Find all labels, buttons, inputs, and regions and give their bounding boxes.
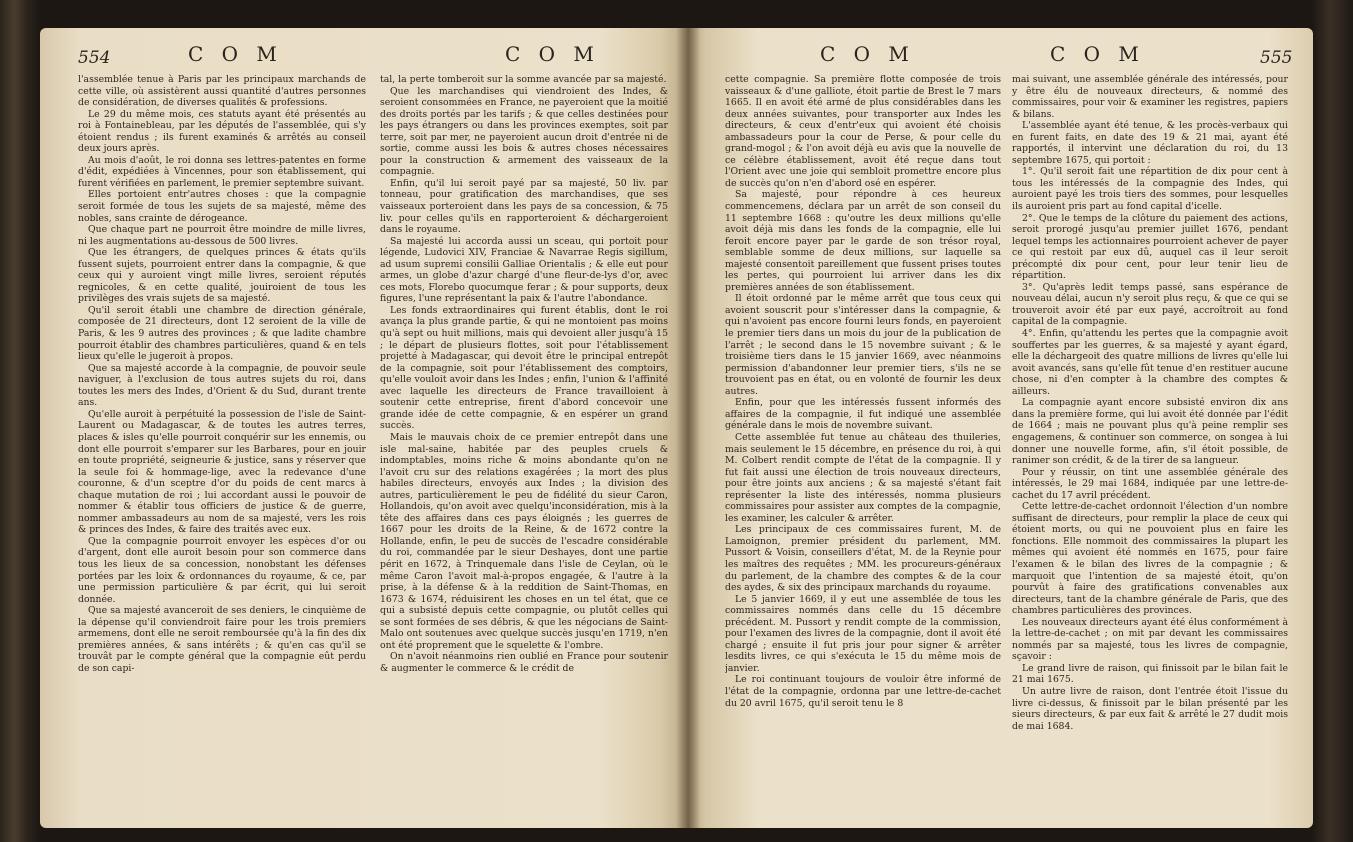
paragraph: Le roi continuant toujours de vouloir être informé de l'état de la compagnie, ordonna par une lettre-de-cachet du 20 avril 1675, qu'il seroit tenu le 8 <box>725 674 1001 709</box>
left-running-head-1: C O M <box>188 42 283 66</box>
paragraph: On n'avoit néanmoins rien oublié en France pour soutenir & augmenter le commerce & le crédit de <box>380 651 668 674</box>
right-running-head-2: C O M <box>1050 42 1145 66</box>
paragraph: tal, la perte tomberoit sur la somme avancée par sa majesté. <box>380 74 667 85</box>
left-page-number: 554 <box>78 48 111 68</box>
paragraph: Le grand livre de raison, qui finissoit par le bilan fait le 21 mai 1675. <box>1012 662 1288 686</box>
paragraph: Au mois d'août, le roi donna ses lettres-patentes en forme d'édit, expédiées à Vincennes, pour son établissement, qui furent vérifiées en parlement, le premier septembre suivant. <box>78 154 366 189</box>
paragraph: Les nouveaux directeurs ayant été élus conformément à la lettre-de-cachet ; on mit par devant les commissaires nommés par sa majesté, tous les livres de compagnie, sçavoir : <box>1012 616 1288 663</box>
paragraph: Enfin, qu'il lui seroit payé par sa majesté, 50 liv. par tonneau, pour gratification des marchandises, que ses vaisseaux porteroient dans les pays de sa concession, & 75 liv. pour celles qu'ils en rapporteroient & déchargeroient dans le royaume. <box>380 177 668 236</box>
paragraph: Les fonds extraordinaires qui furent établis, dont le roi avança la plus grande partie, & qui ne montoient pas moins qu'à sept ou huit millions, mais qui devoient aller jusqu'à 15 ; le départ de plusieurs flottes, soit pour l'établissement projetté à Madagascar, qui devoit être le principal entrepôt de la compagnie, soit pour l'établissement des comptoirs, qu'elle vouloit avoir dans les Indes ; enfin, l'union & l'affinité avec laquelle les directeurs de France travailloient à soutenir cette entreprise, firent d'abord concevoir une grande idée de cette compagnie, & en espérer un grand succès. <box>380 304 668 432</box>
paragraph: Sa majesté lui accorda aussi un sceau, qui portoit pour légende, Ludovici XIV, Franciae & Navarrae Regis sigillum, ad usum supremi consilii Galliae Orientalis ; & elle eut pour armes, un globe d'azur chargé d'une fleur-de-lys d'or, avec ces mots, Florebo quocumque ferar ; & pour supports, deux figures, l'une représentant la paix & l'autre l'abondance. <box>380 235 668 305</box>
paragraph: cette compagnie. Sa première flotte composée de trois vaisseaux & d'une galliote, étoit partie de Brest le 7 mars 1665. Il en avoit été armé de plus considérables dans les deux années suivantes, pour transporter aux Indes les directeurs, & ceux d'entr'eux qui avoient été choisis ambassadeurs pour la cour de Perse, & pour celle du grand-mogol ; & l'on avoit déjà eu avis que la nouvelle de ce célèbre établissement, avoit été reçue dans tout l'Orient avec une joie qui sembloit promettre encore plus de succès qu'on n'en d'abord osé en espérer. <box>725 74 1001 189</box>
paragraph: Les principaux de ces commissaires furent, M. de Lamoignon, premier président du parlement, MM. Pussort & Voisin, conseillers d'état, M. de la Reynie pour les maîtres des requêtes ; MM. les procureurs-généraux du parlement, de la chambre des comptes & de la cour des aydes, & six des principaux marchands du royaume. <box>725 524 1001 594</box>
book-gutter <box>676 28 700 828</box>
paragraph: L'assemblée ayant été tenue, & les procès-verbaux qui en furent faits, en date des 19 & 21 mai, ayant été rapportés, il intervint une déclaration du roi, du 13 septembre 1675, qui portoit : <box>1012 120 1288 166</box>
paragraph: Qu'elle auroit à perpétuité la possession de l'isle de Saint-Laurent ou Madagascar, & de toutes les autres terres, places & isles qu'elle pourroit conquérir sur les ennemis, ou dont elle pourroit s'emparer sur les Barbares, pour en jouir en toute propriété, seigneurie & justice, sans y réserver que la seule foi & hommage-lige, avec la redevance d'une couronne, & d'un sceptre d'or du poids de cent marcs à chaque mutation de roi ; lui accordant aussi le pouvoir de nommer & établir tous officiers de justice & de guerre, nommer ambassadeurs au nom de sa majesté, vers les rois & princes des Indes, & faire des traités avec eux. <box>78 408 366 536</box>
left-page-column-1 <box>78 74 366 814</box>
paragraph: Il étoit ordonné par le même arrêt que tous ceux qui avoient souscrit pour s'intéresser dans la compagnie, & qui n'avoient pas encore fourni leurs fonds, en payeroient le premier tiers dans un mois du jour de la publication de l'arrêt ; le second dans le 15 novembre suivant ; & le troisième tiers dans le 15 janvier 1669, avec néanmoins permission d'abandonner leur premier tiers, s'ils ne se trouvoient pas en état, ou en volonté de fournir les deux autres. <box>725 293 1001 397</box>
paragraph: Cette assemblée fut tenue au château des thuileries, mais seulement le 15 décembre, en présence du roi, à qui M. Colbert rendit compte de l'état de la compagnie. Il y fut fait aussi une élection de trois nouveaux directeurs, pour être joints aux anciens ; & sa majesté s'étant fait représenter la liste des intéressés, nomma plusieurs commissaires pour assister aux comptes de la compagnie, les examiner, les calculer & arrêter. <box>725 431 1001 524</box>
left-page-col2-header <box>380 42 680 68</box>
paragraph: La compagnie ayant encore subsisté environ dix ans dans la première forme, qui lui avoit été donnée par l'édit de 1664 ; mais ne pouvant plus qu'à peine remplir ses engagemens, & continuer son commerce, on songea à lui donner une nouvelle forme, afin, s'il étoit possible, de ranimer son crédit, & de la tirer de sa langueur. <box>1012 397 1288 467</box>
paragraph: Pour y réussir, on tint une assemblée générale des intéressés, le 29 mai 1684, indiquée par une lettre-de-cachet du 17 avril précédent. <box>1012 466 1288 501</box>
paragraph: 3°. Qu'après ledit temps passé, sans espérance de nouveau délai, aucun n'y seroit plus reçu, & que ce qui se trouveroit avoir été par eux payé, accroîtroit au fond capital de la compagnie. <box>1012 281 1288 328</box>
paragraph: Un autre livre de raison, dont l'entrée étoit l'issue du livre ci-dessus, & finissoit par le bilan présenté par les sieurs directeurs, & par eux fait & arrêté le 27 dudit mois de mai 1684. <box>1012 685 1288 732</box>
paragraph: 4°. Enfin, qu'attendu les pertes que la compagnie avoit souffertes par les guerres, & sa majesté y ayant égard, elle la déchargeoit des quatre millions de livres qu'elle lui avoit avancés, sans qu'elle fût tenue d'en restituer aucune chose, ni d'en compter à la chambre des comptes & ailleurs. <box>1012 328 1288 397</box>
right-page-column-2 <box>1012 74 1288 814</box>
paragraph: mai suivant, une assemblée générale des intéressés, pour y être élu de nouveaux directeurs, & nommé des commissaires, pour voir & examiner les registres, papiers & bilans. <box>1012 74 1288 120</box>
paragraph: Le 5 janvier 1669, il y eut une assemblée de tous les commissaires nommés dans celle du 15 décembre précédent. M. Pussort y rendit compte de la commission, pour l'examen des livres de la compagnie, dont il avoit été chargé ; ensuite il fut pris jour pour signer & arrêter lesdits livres, ce qui s'exécuta le 15 du même mois de janvier. <box>725 593 1001 674</box>
right-page-col1-header <box>725 42 1015 68</box>
paragraph: 1°. Qu'il seroit fait une répartition de dix pour cent à tous les intéressés de la compagnie des Indes, qui auroient payé les trois tiers des sommes, pour lesquelles ils auroient pris part au fond capital d'icelle. <box>1012 166 1288 213</box>
paragraph: 2°. Que le temps de la clôture du paiement des actions, seroit prorogé jusqu'au premier juillet 1676, pendant lequel temps les actionnaires pourroient achever de payer ce qui restoit par eux dû, auquel cas il leur seroit précompté dix pour cent, pour leur tenir lieu de répartition. <box>1012 212 1288 282</box>
right-page-number: 555 <box>1260 48 1293 68</box>
paragraph: Que la compagnie pourroit envoyer les espèces d'or ou d'argent, dont elle auroit besoin pour son commerce dans tous les lieux de sa concession, nonobstant les défenses portées par les loix & ordonnances du royaume, & ce, par une permission particulière & par écrit, qui lui seroit donnée. <box>78 535 366 605</box>
paragraph: Que les marchandises qui viendroient des Indes, & seroient consommées en France, ne payeroient que la moitié des droits portés par les tarifs ; & que celles destinées pour les pays étrangers ou dans les provinces exemptes, soit par terre, soit par mer, ne payeroient aucun droit d'entrée ni de sortie, comme aussi les bois & autres choses nécessaires pour la construction & armement des vaisseaux de la compagnie. <box>380 85 668 178</box>
left-page-column-2 <box>380 74 668 814</box>
paragraph: l'assemblée tenue à Paris par les principaux marchands de cette ville, où assistèrent aussi quantité d'autres personnes de considération, de diverses qualités & professions. <box>78 74 366 109</box>
paragraph: Que chaque part ne pourroit être moindre de mille livres, ni les augmentations au-dessous de 500 livres. <box>78 224 366 247</box>
paragraph: Enfin, pour que les intéressés fussent informés des affaires de la compagnie, il fut indiqué une assemblée générale dans le mois de novembre suivant. <box>725 397 1001 432</box>
paragraph: Qu'il seroit établi une chambre de direction générale, composée de 21 directeurs, dont 12 seroient de la ville de Paris, & les 9 autres des provinces ; & que ladite chambre pourroit établir des chambres particulières, quand & en tels lieux qu'elle le jugeroit à propos. <box>78 304 366 363</box>
left-page-col1-header <box>78 42 368 68</box>
paragraph: Sa majesté, pour répondre à ces heureux commencemens, déclara par un arrêt de son conseil du 11 septembre 1668 : qu'outre les deux millions qu'elle avoit déjà mis dans les fonds de la compagnie, elle lui feroit encore payer par le garde de son trésor royal, semblable somme de deux millions, sur laquelle sa majesté consentoit pareillement que fussent prises toutes les pertes, qui pourroient lui arriver dans les dix premières années de son établissement. <box>725 189 1001 293</box>
paragraph: Le 29 du même mois, ces statuts ayant été présentés au roi à Fontainebleau, par les députés de l'assemblée, qui s'y étoient rendus ; ils furent examinés & arrêtés au conseil deux jours après. <box>78 108 366 155</box>
paragraph: Que les étrangers, de quelques princes & états qu'ils fussent sujets, pourroient entrer dans la compagnie, & que ceux qui y auroient vingt mille livres, seroient réputés regnicoles, & en cette qualité, jouiroient de tous les privilèges des vrais sujets de sa majesté. <box>78 247 366 305</box>
right-running-head-1: C O M <box>820 42 915 66</box>
paragraph: Elles portoient entr'autres choses : que la compagnie seroit formée de tous les sujets de sa majesté, même des nobles, sans crainte de dérogeance. <box>78 189 366 224</box>
paragraph: Cette lettre-de-cachet ordonnoit l'élection d'un nombre suffisant de directeurs, pour remplir la place de ceux qui étoient morts, ou qui ne pouvoient plus en faire les fonctions. Elle nommoit des commissaires la plupart les mêmes qui avoient été nommés en 1675, pour faire l'examen & le bilan des livres de la compagnie ; & marquoit que l'intention de sa majesté étoit, qu'on pourvût à faire des gratifications convenables aux directeurs, tant de la chambre générale de Paris, que des chambres particulières des provinces. <box>1012 501 1288 617</box>
right-page-column-1 <box>725 74 1001 814</box>
right-page-col2-header <box>1010 42 1300 68</box>
paragraph: Que sa majesté avanceroit de ses deniers, le cinquième de la dépense qu'il conviendroit faire pour les trois premiers armemens, dont elle ne seroit remboursée qu'à la fin des dix premières années, & sans intérêts ; & qu'en cas qu'il se trouvât par le compte général que la compagnie eût perdu de son capi- <box>78 605 366 674</box>
left-running-head-2: C O M <box>505 42 600 66</box>
paragraph: Mais le mauvais choix de ce premier entrepôt dans une isle mal-saine, habitée par des peuples cruels & indomptables, moins riche & moins abondante qu'on ne l'avoit cru sur des relations exagérées ; la mort des plus habiles directeurs, envoyés aux Indes ; la division des autres, particulièrement le peu de fidélité du sieur Caron, Hollandois, qu'on avoit avec quelqu'inconsidération, mis à la tête des affaires dans ces pays éloignés ; les guerres de 1667 pour les droits de la Reine, & de 1672 contre la Hollande, enfin, le peu de succès de l'escadre considérable du roi, commandée par le sieur Deshayes, dont une partie périt en 1672, à Trinquemale dans l'isle de Ceylan, où le même Caron l'avoit mal-à-propos engagée, & l'autre à la prise, à la défense & à la reddition de Saint-Thomas, en 1673 & 1674, réduisirent les choses en un tel état, que ce qui a subsisté depuis cette compagnie, ou plutôt celles qui se sont formées de ses débris, & que les négocians de Saint-Malo ont soutenues avec quelque succès jusqu'en 1719, n'en ont été proprement que le squelette & l'ombre. <box>380 431 668 651</box>
paragraph: Que sa majesté accorde à la compagnie, de pouvoir seule naviguer, à l'exclusion de tous autres sujets du roi, dans toutes les mers des Indes, d'Orient & du Sud, durant trente ans. <box>78 362 366 409</box>
